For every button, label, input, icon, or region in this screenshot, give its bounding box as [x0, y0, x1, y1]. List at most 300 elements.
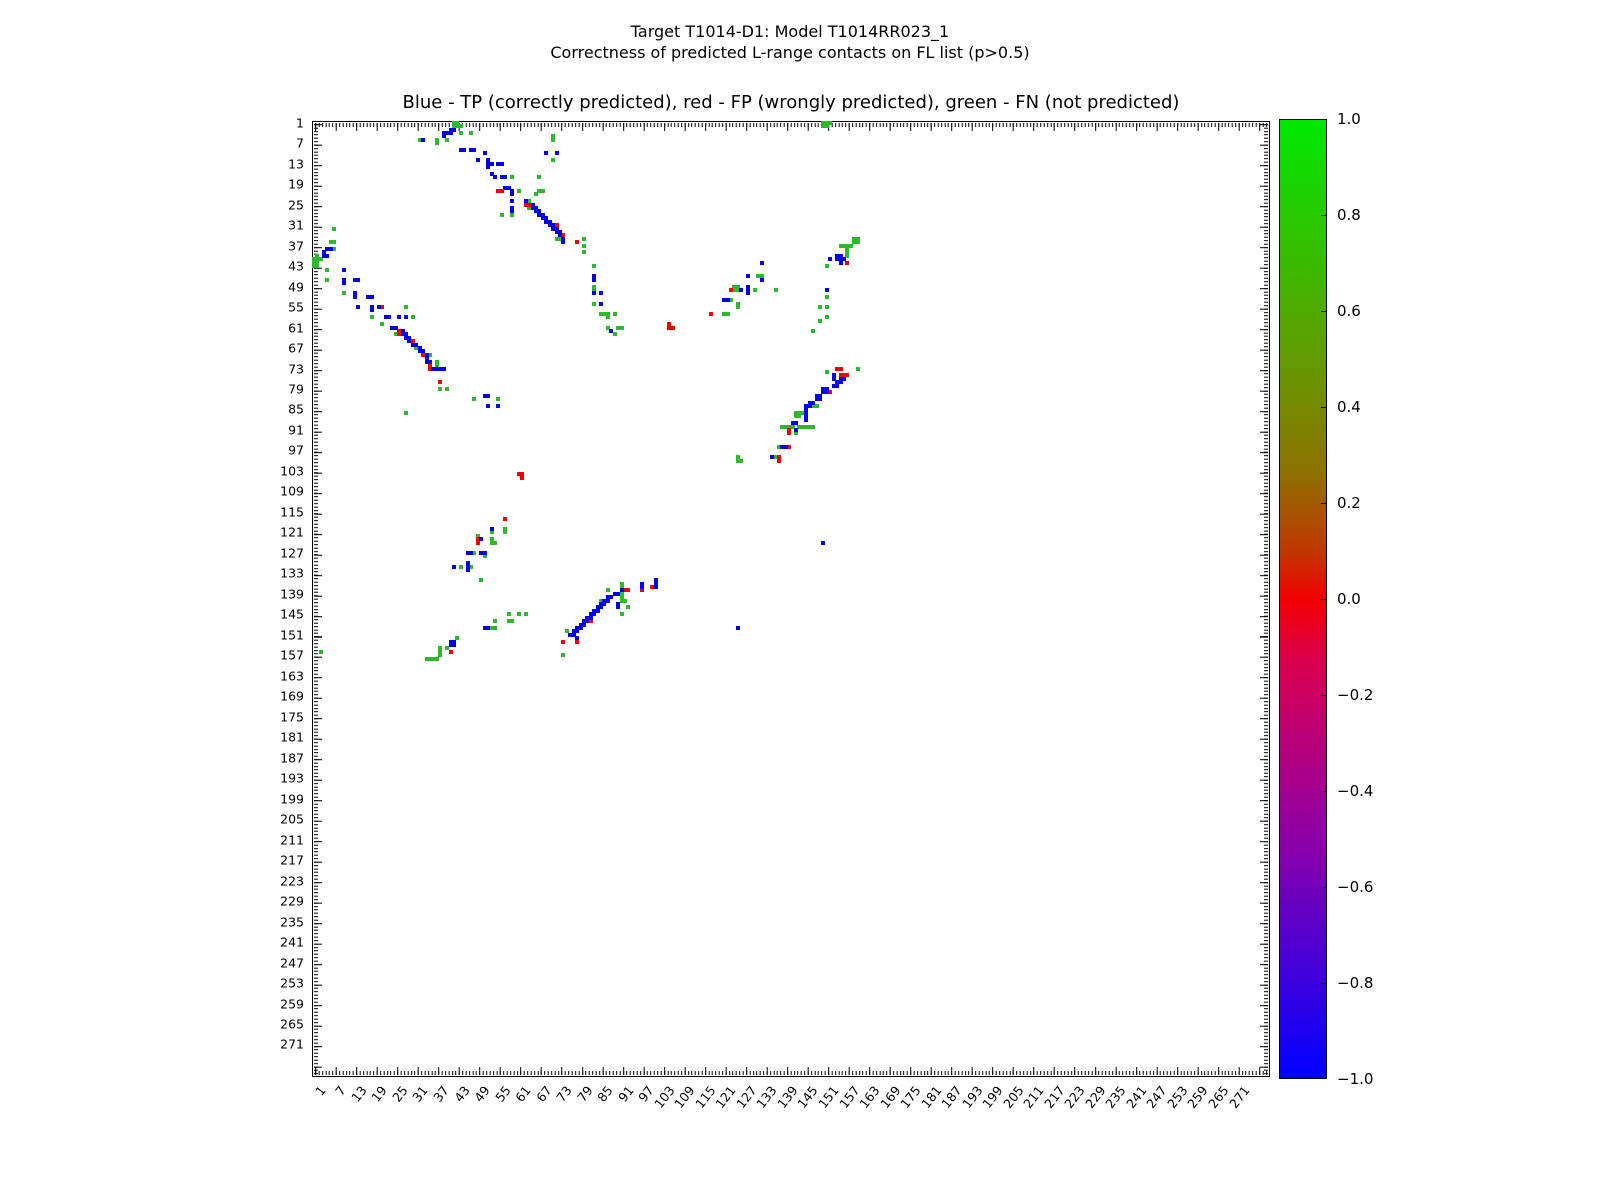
- green-contact-cell: [325, 268, 329, 272]
- green-contact-cell: [534, 192, 538, 196]
- blue-contact-cell: [746, 274, 750, 278]
- y-tick-label: 67: [288, 340, 304, 356]
- x-tick-label: 55: [491, 1083, 514, 1105]
- red-contact-cell: [520, 476, 524, 480]
- colorbar-tick-label: −1.0: [1337, 1070, 1374, 1088]
- x-tick-label: 217: [1040, 1083, 1068, 1112]
- x-tick-label: 193: [958, 1083, 986, 1112]
- blue-contact-cell: [808, 404, 812, 408]
- x-axis-minor-ticks-bottom: [314, 1071, 1268, 1075]
- blue-contact-cell: [486, 404, 490, 408]
- blue-contact-cell: [377, 305, 381, 309]
- x-tick-label: 181: [917, 1083, 945, 1112]
- colorbar-tick-label: 0.2: [1337, 494, 1361, 512]
- y-tick-label: 31: [288, 217, 304, 233]
- green-contact-cell: [493, 619, 497, 623]
- x-tick-label: 151: [815, 1083, 842, 1112]
- green-contact-cell: [496, 397, 500, 401]
- y-tick-label: 13: [288, 156, 304, 172]
- green-contact-cell: [472, 397, 476, 401]
- blue-contact-cell: [804, 418, 808, 422]
- blue-contact-cell: [582, 623, 586, 627]
- green-contact-cell: [332, 240, 336, 244]
- x-tick-label: 271: [1225, 1083, 1253, 1112]
- blue-contact-cell: [784, 445, 788, 449]
- blue-contact-cell: [575, 636, 579, 640]
- green-contact-cell: [500, 213, 504, 217]
- red-contact-cell: [787, 431, 791, 435]
- blue-contact-cell: [490, 162, 494, 166]
- y-axis-minor-ticks-right: [1264, 123, 1268, 1075]
- green-contact-cell: [856, 240, 860, 244]
- green-contact-cell: [438, 653, 442, 657]
- green-contact-cell: [342, 291, 346, 295]
- blue-contact-cell: [794, 421, 798, 425]
- blue-contact-cell: [428, 360, 432, 364]
- blue-contact-cell: [760, 261, 764, 265]
- green-contact-cell: [510, 619, 514, 623]
- red-contact-cell: [575, 240, 579, 244]
- red-contact-cell: [777, 459, 781, 463]
- y-tick-label: 235: [280, 914, 304, 930]
- colorbar-tick: [1321, 599, 1326, 600]
- y-tick-label: 163: [280, 668, 304, 684]
- blue-contact-cell: [739, 288, 743, 292]
- blue-contact-cell: [496, 404, 500, 408]
- colorbar-tick: [1321, 503, 1326, 504]
- y-tick-label: 43: [288, 258, 304, 274]
- y-tick-label: 109: [280, 483, 304, 499]
- x-tick-label: 7: [332, 1083, 350, 1099]
- y-tick-label: 73: [288, 361, 304, 376]
- blue-contact-cell: [811, 401, 815, 405]
- green-contact-cell: [493, 541, 497, 545]
- green-contact-cell: [592, 302, 596, 306]
- red-contact-cell: [845, 261, 849, 265]
- green-contact-cell: [825, 370, 829, 374]
- colorbar-tick-label: 1.0: [1337, 110, 1361, 128]
- y-tick-label: 133: [280, 565, 304, 581]
- blue-contact-cell: [620, 588, 624, 592]
- red-contact-cell: [640, 588, 644, 592]
- x-tick-label: 109: [671, 1083, 699, 1112]
- blue-contact-cell: [599, 302, 603, 306]
- green-contact-cell: [493, 626, 497, 630]
- colorbar-tick: [1321, 695, 1326, 696]
- blue-contact-cell: [839, 380, 843, 384]
- blue-contact-cell: [592, 612, 596, 616]
- colorbar: [1279, 119, 1327, 1079]
- blue-contact-cell: [370, 295, 374, 299]
- colorbar-tick-label: −0.6: [1337, 878, 1374, 896]
- y-tick-label: 115: [280, 504, 304, 520]
- y-tick-label: 247: [280, 955, 304, 971]
- y-tick-label: 127: [280, 545, 304, 561]
- blue-contact-cell: [616, 592, 620, 596]
- y-tick-label: 145: [280, 606, 304, 622]
- y-tick-label: 55: [288, 299, 304, 315]
- y-tick-label: 97: [288, 442, 304, 458]
- colorbar-tick: [1321, 791, 1326, 792]
- red-contact-cell: [845, 373, 849, 377]
- x-tick-label: 67: [532, 1083, 555, 1105]
- blue-contact-cell: [329, 247, 333, 251]
- red-contact-cell: [626, 588, 630, 592]
- y-tick-label: 271: [280, 1036, 304, 1052]
- x-tick-label: 103: [650, 1083, 678, 1112]
- green-contact-cell: [404, 411, 408, 415]
- blue-contact-cell: [510, 192, 514, 196]
- blue-contact-cell: [469, 551, 473, 555]
- green-contact-cell: [623, 599, 627, 603]
- green-contact-cell: [753, 288, 757, 292]
- blue-contact-cell: [602, 602, 606, 606]
- blue-contact-cell: [839, 261, 843, 265]
- green-contact-cell: [551, 158, 555, 162]
- y-tick-label: 61: [288, 320, 304, 336]
- blue-contact-cell: [585, 619, 589, 623]
- y-tick-label: 181: [280, 729, 304, 745]
- colorbar-tick-label: −0.4: [1337, 782, 1374, 800]
- y-tick-label: 211: [280, 832, 304, 848]
- green-contact-cell: [551, 138, 555, 142]
- blue-contact-cell: [599, 605, 603, 609]
- green-contact-cell: [613, 332, 617, 336]
- green-contact-cell: [483, 554, 487, 558]
- red-contact-cell: [839, 367, 843, 371]
- green-contact-cell: [815, 404, 819, 408]
- x-tick-label: 175: [897, 1083, 924, 1112]
- blue-contact-cell: [442, 367, 446, 371]
- blue-contact-cell: [356, 305, 360, 309]
- colorbar-tick: [1321, 887, 1326, 888]
- blue-contact-cell: [760, 278, 764, 282]
- colorbar-tick-label: −0.2: [1337, 686, 1374, 704]
- green-contact-cell: [825, 315, 829, 319]
- y-tick-label: 121: [280, 524, 304, 540]
- y-tick-label: 139: [280, 586, 304, 602]
- x-tick-label: 121: [712, 1083, 740, 1112]
- green-contact-cell: [541, 189, 545, 193]
- green-contact-cell: [582, 237, 586, 241]
- y-tick-label: 103: [280, 463, 304, 479]
- blue-contact-cell: [609, 595, 613, 599]
- y-tick-label: 265: [280, 1016, 304, 1032]
- blue-contact-cell: [503, 175, 507, 179]
- x-tick-label: 49: [471, 1083, 493, 1105]
- colorbar-tick-label: 0.6: [1337, 302, 1361, 320]
- green-contact-cell: [849, 244, 853, 248]
- x-tick-label: 157: [835, 1083, 863, 1112]
- x-tick-label: 223: [1061, 1083, 1089, 1112]
- green-contact-cell: [729, 298, 733, 302]
- green-contact-cell: [319, 650, 323, 654]
- blue-contact-cell: [825, 390, 829, 394]
- x-tick-label: 139: [774, 1083, 801, 1112]
- x-tick-label: 43: [450, 1083, 473, 1105]
- blue-contact-cell: [472, 148, 476, 152]
- blue-contact-cell: [640, 585, 644, 589]
- green-contact-cell: [510, 175, 514, 179]
- x-tick-label: 97: [635, 1083, 657, 1105]
- x-tick-label: 1: [311, 1083, 329, 1099]
- y-tick-label: 19: [288, 176, 304, 192]
- plot-area: [312, 121, 1270, 1077]
- colorbar-tick-label: 0.4: [1337, 398, 1361, 416]
- y-tick-label: 151: [280, 627, 304, 643]
- blue-contact-cell: [486, 626, 490, 630]
- x-tick-label: 61: [512, 1083, 534, 1105]
- green-contact-cell: [517, 189, 521, 193]
- green-contact-cell: [490, 530, 494, 534]
- blue-contact-cell: [794, 428, 798, 432]
- green-contact-cell: [459, 124, 463, 128]
- y-tick-label: 91: [288, 422, 304, 438]
- red-contact-cell: [709, 312, 713, 316]
- green-contact-cell: [459, 131, 463, 135]
- blue-contact-cell: [449, 131, 453, 135]
- y-tick-label: 25: [288, 197, 304, 213]
- y-tick-label: 241: [280, 934, 304, 950]
- x-tick-label: 31: [409, 1083, 432, 1105]
- green-contact-cell: [592, 264, 596, 268]
- blue-contact-cell: [579, 626, 583, 630]
- blue-contact-cell: [835, 384, 839, 388]
- x-tick-label: 235: [1102, 1083, 1130, 1112]
- figure-subtitle: Correctness of predicted L-range contacts on FL list (p>0.5): [550, 43, 1030, 62]
- x-tick-label: 163: [856, 1083, 883, 1112]
- green-contact-cell: [445, 387, 449, 391]
- red-contact-cell: [449, 650, 453, 654]
- green-contact-cell: [620, 326, 624, 330]
- green-contact-cell: [455, 636, 459, 640]
- blue-contact-cell: [442, 134, 446, 138]
- axes-title: Blue - TP (correctly predicted), red - FP (wrongly predicted), green - FN (not predicted): [402, 92, 1180, 113]
- green-contact-cell: [582, 250, 586, 254]
- x-tick-label: 211: [1020, 1083, 1047, 1112]
- x-tick-label: 115: [692, 1083, 719, 1112]
- red-contact-cell: [671, 326, 675, 330]
- blue-contact-cell: [746, 291, 750, 295]
- blue-contact-cell: [486, 165, 490, 169]
- blue-contact-cell: [493, 175, 497, 179]
- green-contact-cell: [438, 387, 442, 391]
- colorbar-tick-label: 0.8: [1337, 206, 1361, 224]
- y-axis-major-ticks-right: [1260, 123, 1268, 1075]
- green-contact-cell: [582, 244, 586, 248]
- green-contact-cell: [561, 653, 565, 657]
- y-tick-label: 175: [280, 709, 304, 725]
- blue-contact-cell: [500, 162, 504, 166]
- green-contact-cell: [845, 254, 849, 258]
- green-contact-cell: [739, 459, 743, 463]
- green-contact-cell: [606, 588, 610, 592]
- blue-contact-cell: [342, 281, 346, 285]
- colorbar-tick: [1321, 311, 1326, 312]
- blue-contact-cell: [609, 329, 613, 333]
- x-tick-label: 127: [733, 1083, 760, 1112]
- y-tick-label: 223: [280, 873, 304, 889]
- green-contact-cell: [507, 612, 511, 616]
- green-contact-cell: [380, 322, 384, 326]
- x-tick-label: 73: [553, 1083, 575, 1105]
- blue-contact-cell: [452, 565, 456, 569]
- blue-contact-cell: [599, 291, 603, 295]
- green-contact-cell: [726, 312, 730, 316]
- blue-contact-cell: [736, 626, 740, 630]
- blue-contact-cell: [544, 151, 548, 155]
- green-contact-cell: [435, 141, 439, 145]
- blue-contact-cell: [589, 616, 593, 620]
- green-contact-cell: [736, 305, 740, 309]
- x-tick-label: 25: [389, 1083, 411, 1105]
- green-contact-cell: [794, 431, 798, 435]
- blue-contact-cell: [510, 199, 514, 203]
- blue-contact-cell: [842, 257, 846, 261]
- green-contact-cell: [517, 612, 521, 616]
- blue-contact-cell: [466, 568, 470, 572]
- green-contact-cell: [606, 315, 610, 319]
- x-tick-label: 187: [938, 1083, 965, 1112]
- red-contact-cell: [828, 390, 832, 394]
- green-contact-cell: [503, 530, 507, 534]
- green-contact-cell: [332, 247, 336, 251]
- blue-contact-cell: [842, 377, 846, 381]
- green-contact-cell: [825, 124, 829, 128]
- x-tick-label: 145: [794, 1083, 822, 1112]
- green-contact-cell: [332, 227, 336, 231]
- green-contact-cell: [469, 131, 473, 135]
- green-contact-cell: [319, 257, 323, 261]
- green-contact-cell: [856, 367, 860, 371]
- x-tick-label: 85: [594, 1083, 616, 1105]
- blue-contact-cell: [483, 151, 487, 155]
- red-contact-cell: [561, 640, 565, 644]
- blue-contact-cell: [397, 315, 401, 319]
- green-contact-cell: [818, 305, 822, 309]
- y-tick-label: 253: [280, 975, 304, 991]
- blue-contact-cell: [370, 308, 374, 312]
- blue-contact-cell: [828, 257, 832, 261]
- blue-contact-cell: [616, 605, 620, 609]
- y-tick-label: 49: [288, 279, 304, 295]
- blue-contact-cell: [479, 537, 483, 541]
- green-contact-cell: [818, 319, 822, 323]
- x-tick-label: 241: [1123, 1083, 1150, 1112]
- blue-contact-cell: [353, 295, 357, 299]
- green-contact-cell: [828, 121, 832, 125]
- blue-contact-cell: [596, 609, 600, 613]
- green-contact-cell: [825, 305, 829, 309]
- blue-contact-cell: [510, 209, 514, 213]
- x-tick-label: 265: [1205, 1083, 1232, 1112]
- green-contact-cell: [510, 213, 514, 217]
- x-tick-label: 205: [999, 1083, 1027, 1112]
- blue-contact-cell: [325, 254, 329, 258]
- y-tick-label: 217: [280, 852, 304, 868]
- blue-contact-cell: [462, 148, 466, 152]
- green-contact-cell: [774, 288, 778, 292]
- blue-contact-cell: [592, 278, 596, 282]
- y-tick-label: 157: [280, 647, 304, 663]
- green-contact-cell: [325, 278, 329, 282]
- y-tick-label: 187: [280, 750, 304, 766]
- colorbar-tick: [1321, 215, 1326, 216]
- green-contact-cell: [411, 315, 415, 319]
- blue-contact-cell: [342, 268, 346, 272]
- x-axis-major-ticks-bottom: [314, 1067, 1268, 1075]
- y-tick-label: 79: [288, 381, 304, 397]
- green-contact-cell: [613, 312, 617, 316]
- blue-contact-cell: [394, 326, 398, 330]
- blue-contact-cell: [592, 291, 596, 295]
- x-tick-label: 253: [1164, 1083, 1191, 1112]
- blue-contact-cell: [387, 315, 391, 319]
- y-tick-label: 85: [288, 401, 304, 417]
- green-contact-cell: [469, 565, 473, 569]
- x-tick-label: 37: [430, 1083, 452, 1105]
- x-tick-label: 259: [1184, 1083, 1212, 1112]
- green-contact-cell: [370, 315, 374, 319]
- y-tick-label: 199: [280, 791, 304, 807]
- x-tick-label: 13: [347, 1083, 370, 1105]
- green-contact-cell: [428, 353, 432, 357]
- blue-contact-cell: [483, 551, 487, 555]
- blue-contact-cell: [555, 151, 559, 155]
- blue-contact-cell: [561, 240, 565, 244]
- green-contact-cell: [626, 605, 630, 609]
- green-contact-cell: [404, 305, 408, 309]
- x-tick-label: 199: [979, 1083, 1006, 1112]
- y-tick-label: 229: [280, 893, 304, 909]
- colorbar-tick: [1321, 407, 1326, 408]
- green-contact-cell: [825, 264, 829, 268]
- green-contact-cell: [811, 425, 815, 429]
- y-tick-label: 37: [288, 238, 304, 254]
- y-tick-label: 7: [296, 135, 304, 151]
- green-contact-cell: [315, 264, 319, 268]
- y-tick-label: 193: [280, 770, 304, 786]
- blue-contact-cell: [818, 397, 822, 401]
- red-contact-cell: [575, 640, 579, 644]
- y-tick-label: 169: [280, 688, 304, 704]
- blue-contact-cell: [356, 278, 360, 282]
- green-contact-cell: [459, 565, 463, 569]
- green-contact-cell: [435, 657, 439, 661]
- colorbar-tick-label: −0.8: [1337, 974, 1374, 992]
- figure-title: Target T1014-D1: Model T1014RR023_1: [630, 22, 950, 41]
- blue-contact-cell: [404, 315, 408, 319]
- blue-contact-cell: [524, 199, 528, 203]
- green-contact-cell: [445, 138, 449, 142]
- red-contact-cell: [438, 380, 442, 384]
- x-tick-label: 79: [573, 1083, 596, 1105]
- y-tick-label: 259: [280, 996, 304, 1012]
- blue-contact-cell: [476, 158, 480, 162]
- x-tick-label: 133: [753, 1083, 781, 1112]
- green-contact-cell: [620, 612, 624, 616]
- colorbar-tick-label: 0.0: [1337, 590, 1361, 608]
- red-contact-cell: [589, 619, 593, 623]
- green-contact-cell: [472, 551, 476, 555]
- x-tick-label: 247: [1143, 1083, 1171, 1112]
- green-contact-cell: [537, 175, 541, 179]
- y-tick-label: 1: [296, 115, 304, 131]
- colorbar-tick: [1321, 983, 1326, 984]
- x-tick-label: 91: [614, 1083, 637, 1105]
- blue-contact-cell: [421, 138, 425, 142]
- red-contact-cell: [380, 305, 384, 309]
